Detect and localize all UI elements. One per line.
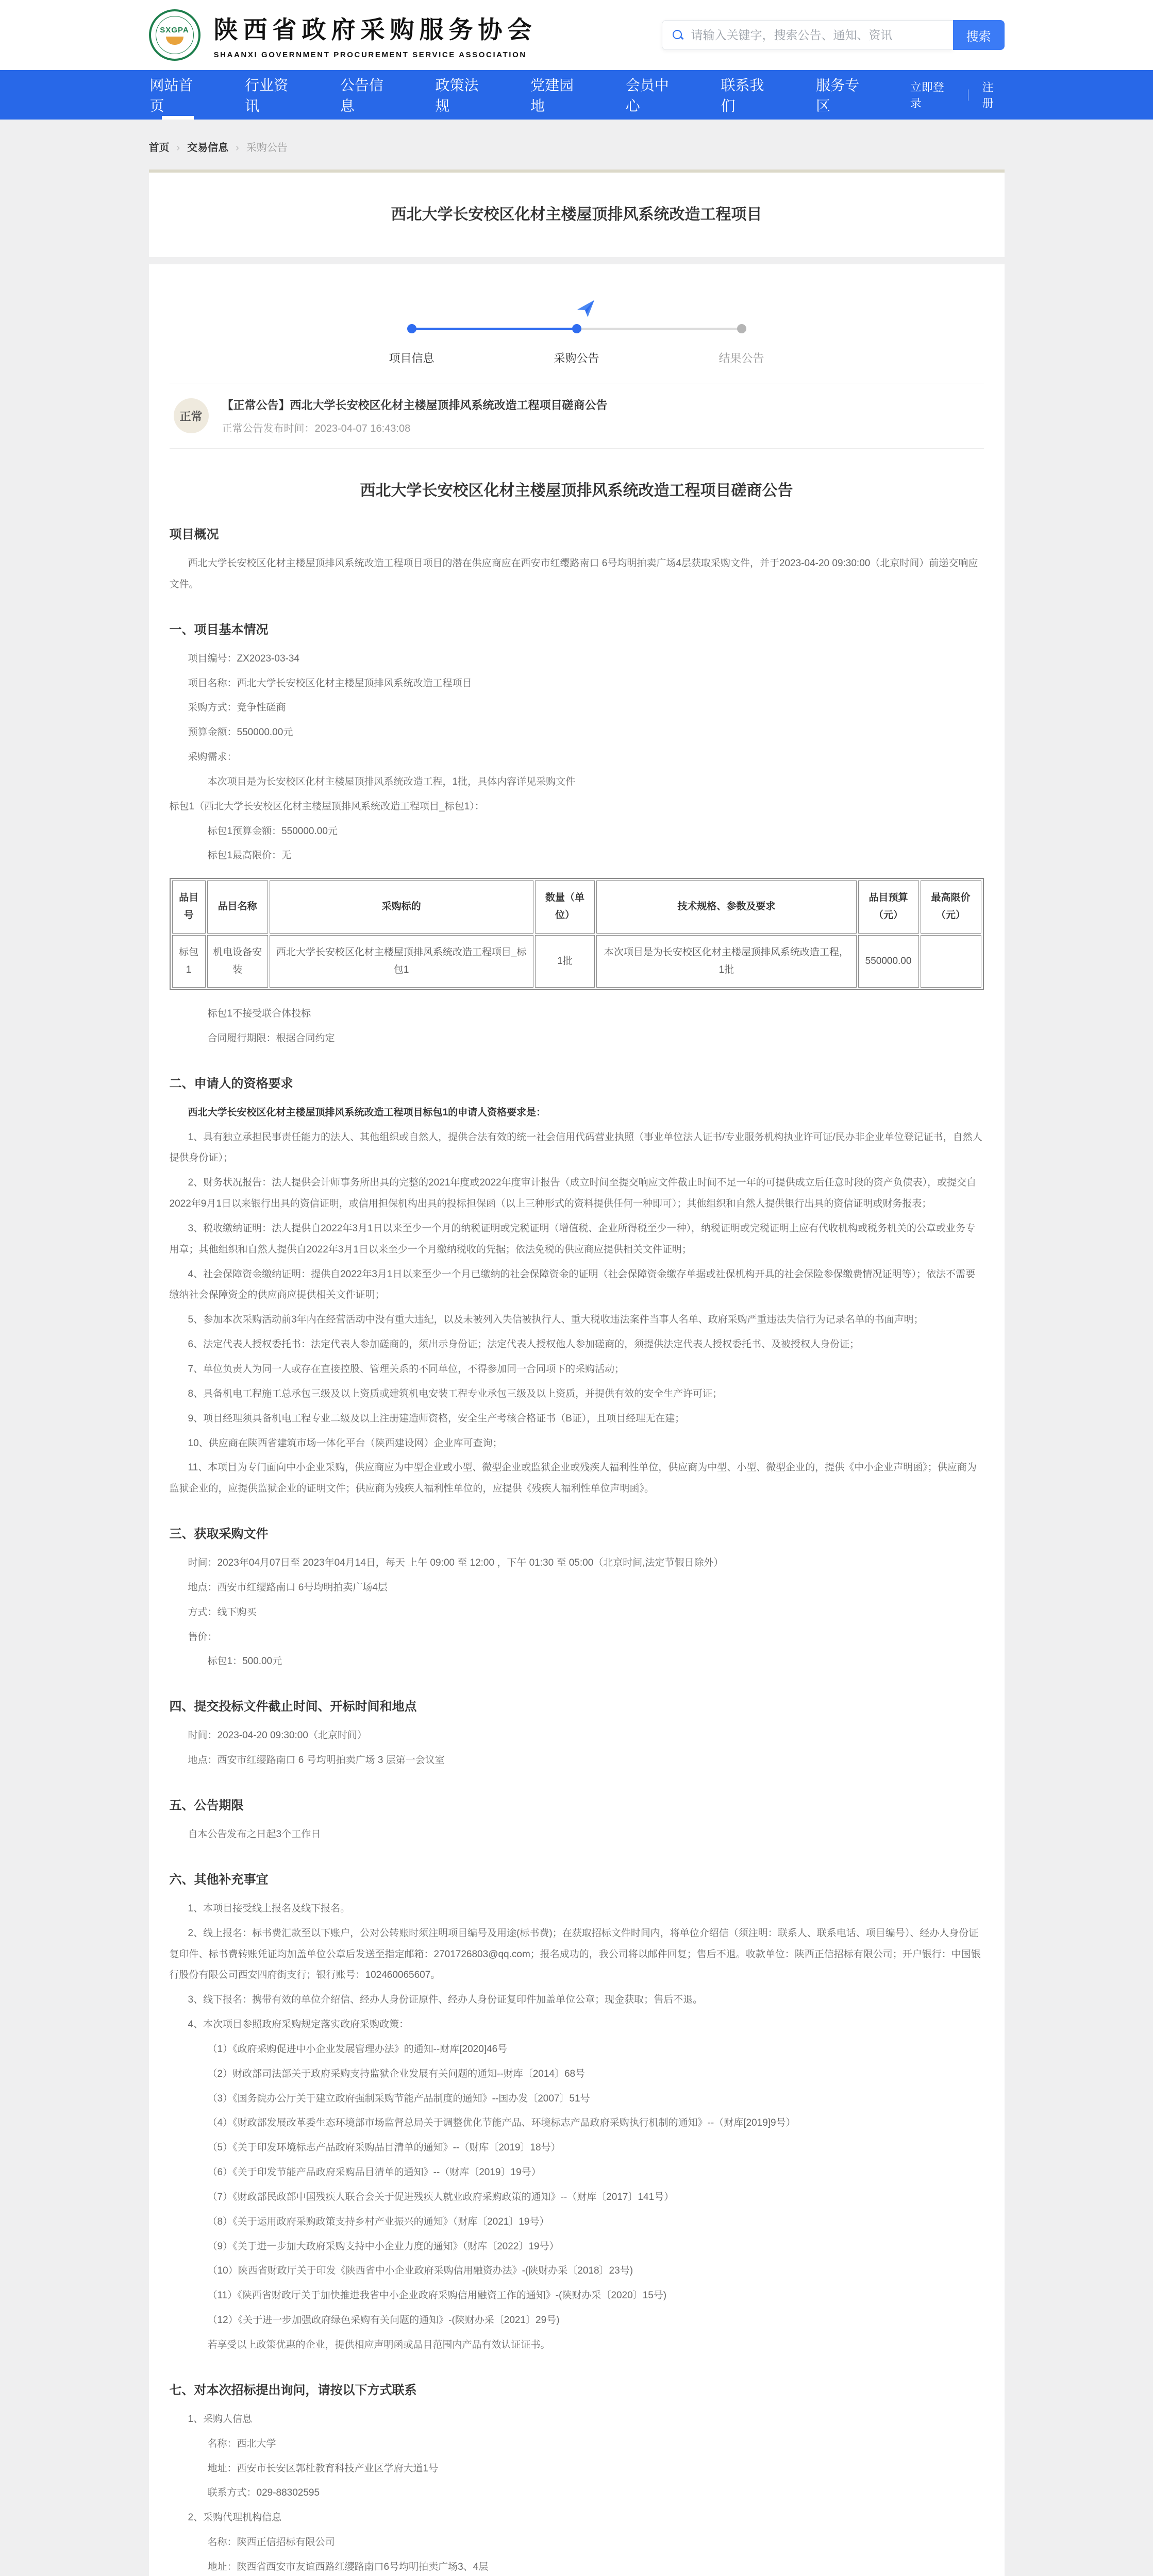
section-heading-4: 四、提交投标文件截止时间、开标时间和地点 (169, 1700, 417, 1714)
table-header-5: 品目预算（元） (858, 880, 919, 933)
site-title: 陕西省政府采购服务协会 (213, 16, 537, 44)
table-header-0: 品目号 (172, 880, 206, 933)
section-heading-0: 项目概况 (169, 528, 219, 541)
body-line: （5）《关于印发环境标志产品政府采购品目清单的通知》--（财库〔2019〕18号） (207, 2142, 561, 2154)
nav-item-7[interactable]: 服务专区 (816, 77, 860, 114)
nav-item-5[interactable]: 会员中心 (625, 77, 669, 114)
body-line: 2、线上报名：标书费汇款至以下账户，公对公转账时须注明项目编号及用途(标书费)；在获取招标文件时间内，将单位介绍信（须注明：联系人、联系电话、项目编号）、经办人身份证复印件、标书费转账凭证均加盖单位公章后发送至指定邮箱：2701726803@qq.com；报名成功的，我公司将以邮件回复；售后不退。收款单位：陕西正信招标有限公司；开户银行：中国银行股份有限公司西安四府街支行；银行账号：102460065607。 (169, 1927, 981, 1981)
notice-publish-time: 正常公告发布时间：2023-04-07 16:43:08 (222, 423, 411, 434)
section-heading-2: 二、申请人的资格要求 (169, 1076, 293, 1091)
step-label-result-notice[interactable]: 结果公告 (718, 352, 764, 365)
body-line: （11）《陕西省财政厅关于加快推进我省中小企业政府采购信用融资工作的通知》-(陕财办采〔2020〕15号) (207, 2290, 667, 2301)
body-line: 9、项目经理须具备机电工程专业二级及以上注册建造师资格，安全生产考核合格证书（B证），且项目经理无在建； (188, 1413, 685, 1424)
body-line: 7、单位负责人为同一人或存在直接控股、管理关系的不同单位，不得参加同一合同项下的采购活动； (188, 1364, 625, 1375)
body-line: 4、本次项目参照政府采购规定落实政府采购政策： (188, 2019, 409, 2030)
body-line: 项目名称：西北大学长安校区化材主楼屋顶排风系统改造工程项目 (188, 677, 472, 689)
body-line: 3、线下报名：携带有效的单位介绍信、经办人身份证原件、经办人身份证复印件加盖单位公章；现金获取；售后不退。 (188, 1994, 703, 2006)
body-line: （4）《财政部发展改革委生态环境部市场监督总局关于调整优化节能产品、环境标志产品政府采购执行机制的通知》--（财库[2019]9号） (207, 2117, 796, 2129)
section-heading-7: 七、对本次招标提出询问，请按以下方式联系 (169, 2383, 417, 2397)
body-line: 标包1不接受联合体投标 (207, 1008, 311, 1020)
body-line: 本次项目是为长安校区化材主楼屋顶排风系统改造工程，1批，具体内容详见采购文件 (207, 776, 576, 787)
section-heading-3: 三、获取采购文件 (169, 1527, 269, 1541)
body-line: 时间：2023-04-20 09:30:00（北京时间） (188, 1730, 367, 1741)
body-line: （3）《国务院办公厅关于建立政府强制采购节能产品制度的通知》--国办发〔2007〕51号 (207, 2093, 590, 2104)
login-link[interactable]: 立即登录 (910, 81, 944, 110)
table-header-4: 技术规格、参数及要求 (596, 880, 856, 933)
body-line: 时间：2023年04月07日至 2023年04月14日，每天 上午 09:00 至 12:00 ，下午 01:30 至 05:00（北京时间,法定节假日除外） (188, 1557, 724, 1569)
table-row (172, 935, 981, 988)
stepper-line-done (412, 328, 577, 330)
body-line: 方式：线下购买 (188, 1606, 257, 1618)
step-dot-procurement-notice (572, 324, 581, 333)
body-line: 11、本项目为专门面向中小企业采购，供应商应为中型企业或小型、微型企业或监狱企业或残疾人福利性单位，供应商为中型、小型、微型企业的，提供《中小企业声明函》；供应商为监狱企业的，应提供监狱企业的证明文件；供应商为残疾人福利性单位的，应提供《残疾人福利性单位声明函》。 (169, 1462, 977, 1495)
body-line: （9）《关于进一步加大政府采购支持中小企业力度的通知》（财库〔2022〕19号） (207, 2241, 559, 2252)
body-line: 项目编号：ZX2023-03-34 (188, 653, 299, 664)
table-header-2: 采购标的 (270, 880, 533, 933)
site-subtitle: SHAANXI GOVERNMENT PROCUREMENT SERVICE ASSOCIATION (213, 50, 527, 59)
nav-item-4[interactable]: 党建园地 (530, 77, 574, 114)
site-header (0, 0, 1153, 70)
nav-item-3[interactable]: 政策法规 (435, 77, 479, 114)
table-cell: 西北大学长安校区化材主楼屋顶排风系统改造工程项目_标包1 (270, 935, 533, 988)
nav-item-6[interactable]: 联系我们 (721, 77, 764, 114)
announcement-card (149, 264, 1005, 2576)
step-dot-result-notice (737, 324, 746, 333)
body-line: 西北大学长安校区化材主楼屋顶排风系统改造工程项目项目的潜在供应商应在西安市红缨路南口 6号均明拍卖广场4层获取采购文件，并于2023-04-20 09:30:00（北京时间）前递交响应文件。 (169, 558, 978, 590)
breadcrumb-item-0[interactable]: 首页 (148, 142, 170, 154)
table-cell: 1批 (535, 935, 595, 988)
register-link[interactable]: 注册 (982, 81, 994, 110)
association-seal-icon (149, 9, 200, 61)
body-line: （8）《关于运用政府采购政策支持乡村产业振兴的通知》（财库〔2021〕19号） (207, 2216, 549, 2227)
body-line: （12）《关于进一步加强政府绿色采购有关问题的通知》-(陕财办采〔2021〕29号) (207, 2315, 560, 2326)
body-line: 西北大学长安校区化材主楼屋顶排风系统改造工程项目标包1的申请人资格要求是： (188, 1107, 546, 1118)
main-nav (0, 70, 1153, 120)
breadcrumb-item-1[interactable]: 交易信息 (187, 142, 229, 154)
section-heading-5: 五、公告期限 (169, 1798, 244, 1812)
auth-divider: ｜ (962, 89, 974, 102)
table-cell: 550000.00 (858, 935, 919, 988)
body-line: 3、税收缴纳证明：法人提供自2022年3月1日以来至少一个月的纳税证明或完税证明（增值税、企业所得税至少一种），纳税证明或完税证明上应有代收机构或税务机关的公章或业务专用章；其他组织和自然人提供自2022年3月1日以来至少一个月缴纳税收的凭据；依法免税的供应商应提供相关文件证明； (169, 1223, 975, 1255)
table-cell: 本次项目是为长安校区化材主楼屋顶排风系统改造工程，1批 (596, 935, 856, 988)
table-cell: 标包1 (172, 935, 206, 988)
step-label-project-info[interactable]: 项目信息 (389, 352, 435, 365)
search-icon (672, 29, 684, 41)
body-line: 2、财务状况报告：法人提供会计师事务所出具的完整的2021年度或2022年度审计报告（成立时间至提交响应文件截止时间不足一年的可提供成立后任意时段的资产负债表），或提交自2022年9月1日以来银行出具的资信证明，或信用担保机构出具的投标担保函（以上三种形式的资料提供任何一种即可）；其他组织和自然人提供银行出具的资信证明或财务报表； (169, 1177, 977, 1210)
body-line: 预算金额：550000.00元 (188, 727, 293, 738)
seal-wheat-icon (166, 37, 183, 45)
section-heading-6: 六、其他补充事宜 (169, 1872, 269, 1887)
paper-plane-icon (574, 297, 597, 320)
table-header-6: 最高限价（元） (921, 880, 981, 933)
step-dot-project-info (407, 324, 416, 333)
notice-list-item[interactable] (170, 383, 984, 449)
body-line: 售价： (188, 1631, 218, 1642)
body-line: 合同履行期限：根据合同约定 (207, 1032, 335, 1044)
body-line: （10）陕西省财政厅关于印发《陕西省中小企业政府采购信用融资办法》-(陕财办采〔2018〕23号) (207, 2265, 633, 2277)
notice-status-badge: 正常 (174, 398, 209, 433)
body-line: 联系方式：029-88302595 (207, 2487, 320, 2499)
body-line: 地址：陕西省西安市友谊西路红缨路南口6号均明拍卖广场3、4层 (207, 2561, 489, 2572)
seal-text: SXGPA (160, 25, 189, 35)
body-line: 5、参加本次采购活动前3年内在经营活动中没有重大违纪，以及未被列入失信被执行人、重大税收违法案件当事人名单、政府采购严重违法失信行为记录名单的书面声明； (188, 1314, 924, 1326)
progress-stepper (389, 306, 764, 367)
body-line: 6、法定代表人授权委托书：法定代表人参加磋商的，须出示身份证；法定代表人授权他人参加磋商的，须提供法定代表人授权委托书、及被授权人身份证； (188, 1339, 860, 1350)
nav-item-0[interactable]: 网站首页 (149, 70, 207, 120)
body-line: 地点：西安市红缨路南口 6 号均明拍卖广场 3 层第一会议室 (188, 1755, 445, 1766)
body-line: 标包1最高限价：无 (207, 850, 292, 861)
site-logo[interactable] (149, 9, 537, 61)
body-line: 采购方式：竞争性磋商 (188, 702, 286, 714)
stepper-line-pending (577, 328, 742, 330)
project-title-card (149, 170, 1005, 257)
body-line: 标包1：500.00元 (207, 1656, 282, 1667)
table-header-3: 数量（单位） (535, 880, 595, 933)
body-line: 4、社会保障资金缴纳证明：提供自2022年3月1日以来至少一个月已缴纳的社会保障资金的证明（社会保障资金缴存单据或社保机构开具的社会保险参保缴费情况证明等）；依法不需要缴纳社会保障资金的供应商应提供相关文件证明； (169, 1268, 975, 1301)
body-line: （1）《政府采购促进中小企业发展管理办法》的通知--财库[2020]46号 (207, 2043, 508, 2055)
search-box (662, 20, 953, 50)
breadcrumb (149, 120, 1005, 170)
announcement-heading: 西北大学长安校区化材主楼屋顶排风系统改造工程项目磋商公告 (360, 482, 793, 499)
lot-items-table (170, 878, 984, 990)
nav-item-2[interactable]: 公告信息 (340, 77, 383, 114)
table-cell: 机电设备安装 (207, 935, 268, 988)
body-line: 1、采购人信息 (188, 2413, 253, 2425)
body-line: 自本公告发布之日起3个工作日 (188, 1828, 321, 1840)
body-line: （6）《关于印发节能产品政府采购品目清单的通知》--（财库〔2019〕19号） (207, 2167, 541, 2178)
table-header-1: 品目名称 (207, 880, 268, 933)
body-line: （7）《财政部民政部中国残疾人联合会关于促进残疾人就业政府采购政策的通知》--（财库〔2017〕141号） (207, 2191, 674, 2202)
table-cell (921, 935, 981, 988)
body-line: 采购需求： (188, 752, 237, 763)
project-title: 西北大学长安校区化材主楼屋顶排风系统改造工程项目 (391, 206, 762, 223)
body-line: 8、具备机电工程施工总承包三级及以上资质或建筑机电安装工程专业承包三级及以上资质，并提供有效的安全生产许可证； (188, 1388, 723, 1399)
body-line: 地址：西安市长安区郭杜教育科技产业区学府大道1号 (207, 2463, 439, 2474)
body-line: 1、具有独立承担民事责任能力的法人、其他组织或自然人，提供合法有效的统一社会信用代码营业执照（事业单位法人证书/专业服务机构执业许可证/民办非企业单位登记证书，自然人提供身份证）； (169, 1131, 982, 1164)
section-heading-1: 一、项目基本情况 (169, 622, 269, 637)
nav-item-1[interactable]: 行业资讯 (245, 77, 289, 114)
breadcrumb-item-2: 采购公告 (246, 142, 288, 154)
body-line: 10、供应商在陕西省建筑市场一体化平台（陕西建设网）企业库可查询； (188, 1437, 503, 1449)
search-input[interactable] (691, 28, 944, 42)
breadcrumb-separator: › (176, 142, 180, 154)
body-line: 2、采购代理机构信息 (188, 2512, 282, 2523)
body-line: 名称：西北大学 (207, 2438, 276, 2449)
body-line: 若享受以上政策优惠的企业，提供相应声明函或品目范围内产品有效认证证书。 (207, 2340, 550, 2350)
search-button[interactable]: 搜索 (953, 20, 1005, 50)
body-line: 1、本项目接受线上报名及线下报名。 (188, 1903, 350, 1914)
step-label-procurement-notice[interactable]: 采购公告 (554, 352, 599, 365)
body-line: 标包1（西北大学长安校区化材主楼屋顶排风系统改造工程项目_标包1）： (169, 801, 484, 812)
body-line: 标包1预算金额：550000.00元 (207, 825, 338, 837)
body-line: （2）财政部司法部关于政府采购支持监狱企业发展有关问题的通知--财库〔2014〕68号 (207, 2068, 586, 2079)
breadcrumb-separator: › (236, 142, 239, 154)
notice-title[interactable]: 【正常公告】西北大学长安校区化材主楼屋顶排风系统改造工程项目磋商公告 (222, 399, 608, 412)
body-line: 地点：西安市红缨路南口 6号均明拍卖广场4层 (188, 1582, 388, 1593)
body-line: 名称：陕西正信招标有限公司 (207, 2537, 335, 2548)
